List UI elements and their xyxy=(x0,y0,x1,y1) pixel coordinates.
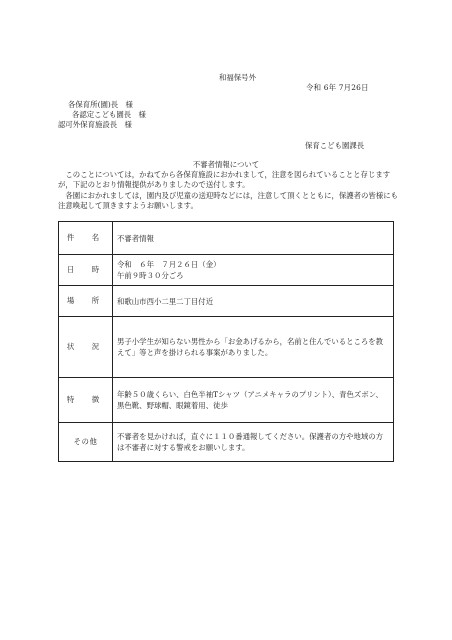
table-row xyxy=(59,317,394,378)
row-label: 場 所 xyxy=(59,286,113,317)
table-row xyxy=(59,286,394,317)
row-value: 不審者情報 xyxy=(113,222,394,255)
row-label: 状 況 xyxy=(59,317,113,378)
row-value: 男子小学生が知らない男性から「お金あげるから，名前と住んでいるところを教えて」等と声を掛けられる事案がありました。 xyxy=(113,317,394,378)
table-row xyxy=(59,222,394,255)
row-value: 不審者を見かければ，直ぐに１１０番通報してください。保護者の方や地域の方は不審者に対する警戒をお願いします。 xyxy=(113,423,394,462)
recipient-line: 認可外保育施設長 様 xyxy=(58,120,132,129)
document-title: 不審者情報について xyxy=(192,160,260,169)
table-row xyxy=(59,423,394,462)
body-paragraph: このことについては，かねてから各保育施設におかれまして，注意を図られていることと存じますが，下記のとおり情報提供がありましたので送付します。 xyxy=(58,170,391,189)
table-row xyxy=(59,378,394,423)
table-row xyxy=(59,255,394,286)
body-paragraph: 各園におかれましては，園内及び児童の送迎時などには，注意して頂くとともに，保護者の皆様にも注意喚起して頂きますようお願いします。 xyxy=(58,191,398,210)
row-value: 和歌山市西小二里二丁目付近 xyxy=(113,286,394,317)
sender: 保育こども園課長 xyxy=(305,141,365,150)
incident-table xyxy=(58,221,394,462)
row-value: 令和 ６年 ７月２６日（金） 午前９時３０分ごろ xyxy=(113,255,394,286)
row-label: その他 xyxy=(59,423,113,462)
row-value: 年齢５０歳くらい、白色半袖Tシャツ（アニメキャラのプリント）、青色ズボン、黒色靴、野球帽、眼鏡着用、徒歩 xyxy=(113,378,394,423)
recipient-line: 各認定こども園長 様 xyxy=(72,110,146,119)
row-label: 日 時 xyxy=(59,255,113,286)
row-label: 件 名 xyxy=(59,222,113,255)
document-date: 令和 6年 7月26日 xyxy=(306,83,369,92)
recipient-line: 各保育所(園)長 様 xyxy=(68,100,133,109)
document-number: 和福保号外 xyxy=(219,73,256,82)
row-label: 特 徴 xyxy=(59,378,113,423)
